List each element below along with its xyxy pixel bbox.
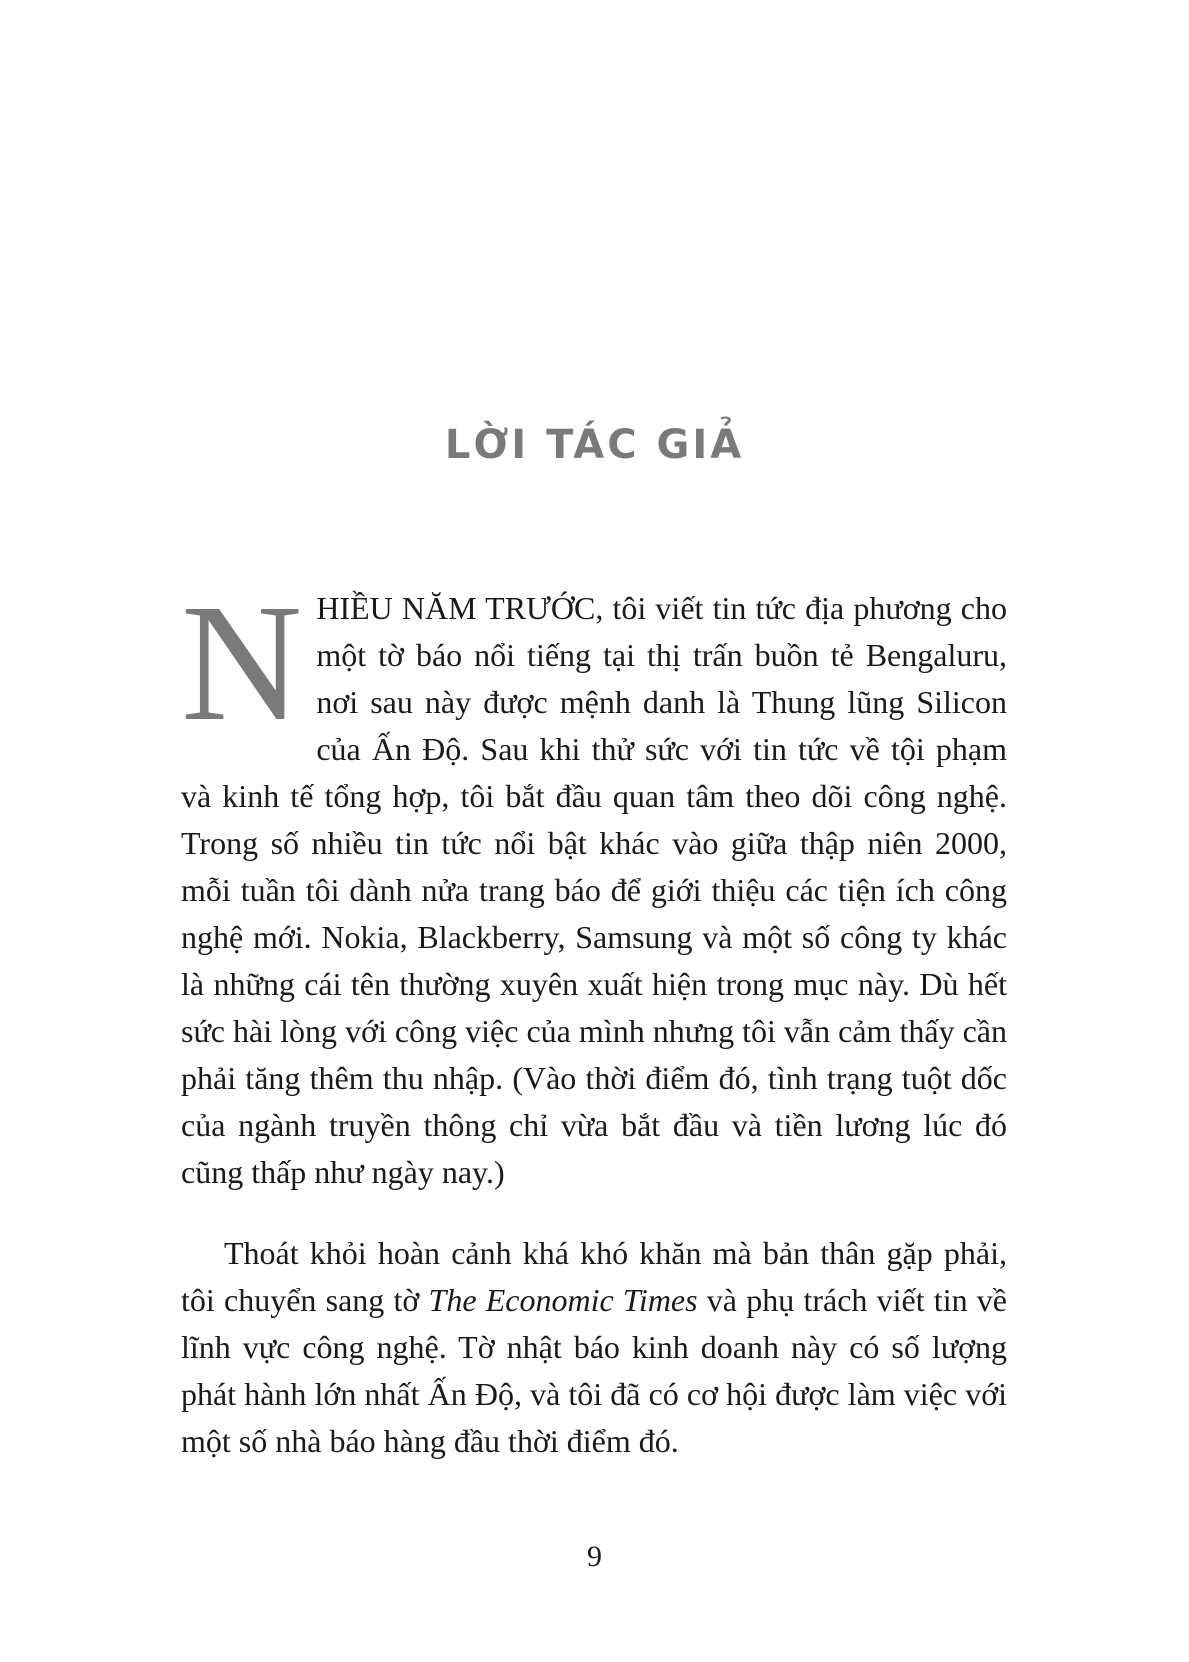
chapter-title: LỜI TÁC GIẢ	[444, 421, 745, 468]
paragraph-2-text-before: Thoát khỏi hoàn cảnh khá khó khăn mà bản thân gặp phải, tôi chuyển sang tờ	[181, 1235, 1007, 1318]
publication-name: The Economic Times	[428, 1282, 698, 1318]
drop-cap: N	[181, 570, 303, 756]
paragraph-2-text-after: và phụ trách viết tin về lĩnh vực công nghệ. Tờ nhật báo kinh doanh này có số lượng phát hành lớn nhất Ấn Độ, và tôi đã có cơ hội được làm việc với một số nhà báo hàng đầu thời điểm đó.	[181, 1282, 1008, 1459]
body-text	[181, 570, 1008, 1465]
paragraph-1-text: HIỀU NĂM TRƯỚC, tôi viết tin tức địa phương cho một tờ báo nổi tiếng tại thị trấn buồn tẻ Bengaluru, nơi sau này được mệnh danh là Thung lũng Silicon của Ấn Độ. Sau khi thử sức với tin tức về tội phạm và kinh tế tổng hợp, tôi bắt đầu quan tâm theo dõi công nghệ. Trong số nhiều tin tức nổi bật khác vào giữa thập niên 2000, mỗi tuần tôi dành nửa trang báo để giới thiệu các tiện ích công nghệ mới. Nokia, Blackberry, Samsung và một số công ty khác là những cái tên thường xuyên xuất hiện trong mục này. Dù hết sức hài lòng với công việc của mình nhưng tôi vẫn cảm thấy cần phải tăng thêm thu nhập. (Vào thời điểm đó, tình trạng tuột dốc của ngành truyền thông chỉ vừa bắt đầu và tiền lương lúc đó cũng thấp như ngày nay.)	[181, 590, 1007, 1190]
page-number: 9	[587, 1540, 602, 1573]
paragraph-2	[181, 1230, 1007, 1465]
paragraph-1	[181, 570, 1007, 1196]
